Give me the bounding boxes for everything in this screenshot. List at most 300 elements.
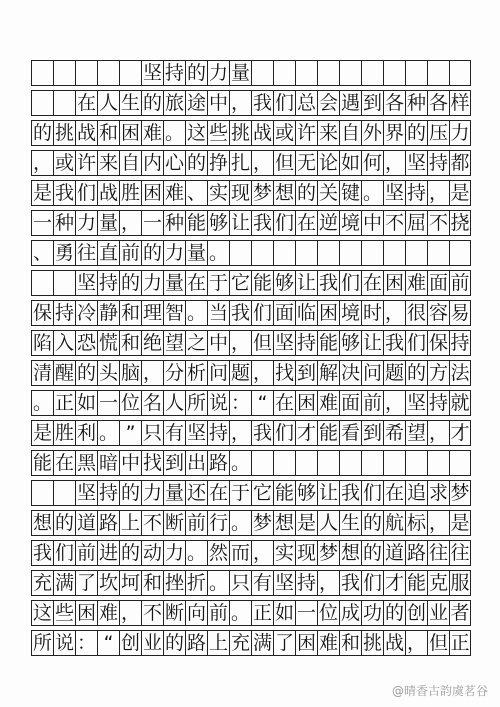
grid-row [31, 120, 471, 146]
essay-char: 心 [163, 150, 185, 176]
essay-char: 保 [427, 330, 449, 356]
essay-char: 和 [339, 630, 361, 656]
grid-cell [449, 240, 471, 266]
grid-cell [31, 270, 53, 296]
grid-cell [449, 450, 471, 476]
grid-row [31, 180, 471, 206]
essay-char: 暗 [97, 450, 119, 476]
essay-char: 坚 [273, 330, 295, 356]
essay-char: 能 [317, 420, 339, 446]
essay-char: 我 [251, 210, 273, 236]
essay-char: 入 [53, 330, 75, 356]
grid-row [31, 330, 471, 356]
essay-char: 于 [229, 480, 251, 506]
essay-char: 来 [97, 150, 119, 176]
grid-cell [273, 240, 295, 266]
essay-char: 想 [31, 510, 53, 536]
essay-char: 都 [449, 150, 471, 176]
grid-cell [119, 60, 141, 86]
grid-row [31, 390, 471, 416]
essay-char: 如 [273, 600, 295, 626]
essay-char: 持 [405, 180, 427, 206]
essay-char: 的 [405, 360, 427, 386]
essay-char: 在 [295, 210, 317, 236]
essay-char: 战 [75, 120, 97, 146]
essay-char: 希 [383, 420, 405, 446]
essay-char: 坚 [75, 480, 97, 506]
essay-char: 的 [53, 510, 75, 536]
essay-char: ， [31, 150, 53, 176]
essay-char: 量 [163, 270, 185, 296]
essay-char: 样 [449, 90, 471, 116]
essay-char: 够 [339, 330, 361, 356]
essay-char: 们 [339, 270, 361, 296]
essay-char: ， [119, 600, 141, 626]
essay-char: 有 [163, 420, 185, 446]
essay-char: 路 [185, 630, 207, 656]
essay-char: 许 [295, 120, 317, 146]
essay-char: 挑 [361, 630, 383, 656]
essay-char: 上 [207, 630, 229, 656]
grid-row [31, 420, 471, 446]
essay-char: 关 [317, 180, 339, 206]
essay-char: 难 [405, 270, 427, 296]
essay-char: 功 [361, 600, 383, 626]
essay-char: 题 [383, 360, 405, 386]
grid-row [31, 600, 471, 626]
grid-row [31, 510, 471, 536]
essay-char: 困 [383, 270, 405, 296]
essay-char: 扎 [229, 150, 251, 176]
essay-char: 的 [141, 90, 163, 116]
essay-char: 外 [361, 120, 383, 146]
essay-char: 分 [163, 360, 185, 386]
essay-char: 逆 [317, 210, 339, 236]
essay-char: 当 [207, 300, 229, 326]
essay-char: 梦 [317, 540, 339, 566]
grid-cell [251, 240, 273, 266]
essay-char: 不 [383, 210, 405, 236]
essay-char: 现 [229, 180, 251, 206]
essay-char: 决 [339, 360, 361, 386]
essay-char: 我 [383, 330, 405, 356]
essay-char: 难 [141, 120, 163, 146]
essay-char: 往 [75, 240, 97, 266]
essay-char: ， [229, 420, 251, 446]
essay-char: ， [251, 540, 273, 566]
essay-char: 遇 [339, 90, 361, 116]
essay-char: ， [251, 360, 273, 386]
essay-char: 们 [273, 90, 295, 116]
essay-char: 易 [449, 300, 471, 326]
grid-cell [317, 450, 339, 476]
essay-char: 我 [251, 90, 273, 116]
grid-row [31, 540, 471, 566]
essay-char: 的 [141, 240, 163, 266]
grid-row [31, 480, 471, 506]
grid-cell [53, 90, 75, 116]
essay-char: 实 [273, 540, 295, 566]
essay-char: ， [427, 420, 449, 446]
title-char: 的 [185, 60, 207, 86]
grid-row [31, 450, 471, 476]
grid-row [31, 360, 471, 386]
essay-char: 持 [427, 150, 449, 176]
essay-char: 持 [295, 570, 317, 596]
essay-char: 容 [427, 300, 449, 326]
essay-char: 。 [361, 180, 383, 206]
essay-char: 求 [427, 480, 449, 506]
essay-char: 持 [449, 330, 471, 356]
grid-cell [53, 60, 75, 86]
essay-char: 问 [207, 360, 229, 386]
essay-char: 们 [405, 330, 427, 356]
essay-char: 胜 [119, 180, 141, 206]
essay-char: 追 [405, 480, 427, 506]
grid-cell [339, 450, 361, 476]
essay-char: 成 [339, 600, 361, 626]
essay-char: 何 [361, 150, 383, 176]
grid-cell [383, 240, 405, 266]
essay-char: 上 [119, 510, 141, 536]
essay-char: 能 [273, 480, 295, 506]
essay-char: 让 [229, 210, 251, 236]
grid-row [31, 630, 471, 656]
essay-char: ， [317, 570, 339, 596]
essay-char: 种 [405, 90, 427, 116]
essay-char: 断 [163, 510, 185, 536]
essay-char: 种 [53, 210, 75, 236]
grid-row [31, 270, 471, 296]
grid-cell [405, 240, 427, 266]
essay-char: 我 [339, 570, 361, 596]
essay-char: 绝 [141, 330, 163, 356]
essay-char: 挣 [207, 150, 229, 176]
essay-char: 在 [207, 480, 229, 506]
essay-char: 满 [53, 570, 75, 596]
essay-char: 难 [317, 390, 339, 416]
essay-char: 不 [427, 210, 449, 236]
essay-char: 临 [295, 300, 317, 326]
essay-char: 前 [449, 270, 471, 296]
essay-char: 才 [295, 420, 317, 446]
essay-char: ， [427, 510, 449, 536]
essay-char: 和 [97, 120, 119, 146]
essay-char: 静 [97, 300, 119, 326]
essay-char: 持 [97, 270, 119, 296]
essay-char: 是 [449, 510, 471, 536]
essay-char: 如 [75, 390, 97, 416]
essay-char: 想 [273, 180, 295, 206]
essay-char: 力 [141, 480, 163, 506]
essay-char: 的 [119, 540, 141, 566]
grid-cell [317, 60, 339, 86]
essay-char: 一 [141, 210, 163, 236]
essay-char: 解 [317, 360, 339, 386]
essay-char: 面 [273, 300, 295, 326]
essay-char: 只 [229, 570, 251, 596]
essay-char: 或 [273, 120, 295, 146]
essay-char: 勇 [53, 240, 75, 266]
essay-char: 。 [229, 450, 251, 476]
essay-char: 能 [185, 210, 207, 236]
essay-char: 旅 [163, 90, 185, 116]
essay-char: ” [119, 420, 141, 446]
grid-cell [427, 60, 449, 86]
essay-char: 坚 [75, 270, 97, 296]
essay-char: 它 [229, 270, 251, 296]
essay-char: 中 [207, 330, 229, 356]
essay-char: 在 [273, 390, 295, 416]
essay-char: 不 [141, 510, 163, 536]
essay-char: 正 [449, 630, 471, 656]
essay-char: 挫 [163, 570, 185, 596]
title-row [31, 60, 471, 86]
essay-char: 坷 [119, 570, 141, 596]
essay-char: 还 [185, 480, 207, 506]
essay-char: 在 [185, 270, 207, 296]
essay-char: ： [229, 390, 251, 416]
grid-row [31, 90, 471, 116]
essay-char: 论 [317, 150, 339, 176]
grid-cell [273, 60, 295, 86]
essay-char: 但 [251, 330, 273, 356]
essay-char: ， [229, 90, 251, 116]
essay-char: 总 [295, 90, 317, 116]
essay-char: 出 [185, 450, 207, 476]
essay-char: 一 [31, 210, 53, 236]
essay-char: 路 [207, 450, 229, 476]
grid-cell [339, 60, 361, 86]
essay-char: 路 [405, 540, 427, 566]
essay-char: 析 [185, 360, 207, 386]
essay-char: 人 [97, 90, 119, 116]
essay-char: 压 [427, 120, 449, 146]
essay-char: 境 [339, 300, 361, 326]
essay-char: 困 [119, 120, 141, 146]
essay-char: 力 [141, 270, 163, 296]
essay-char: 的 [361, 540, 383, 566]
essay-char: 挑 [53, 120, 75, 146]
essay-char: 在 [75, 90, 97, 116]
essay-char: 很 [405, 300, 427, 326]
essay-char: 些 [53, 600, 75, 626]
essay-char: 往 [449, 540, 471, 566]
essay-char: 只 [141, 420, 163, 446]
essay-char: 、 [185, 180, 207, 206]
essay-char: 力 [163, 540, 185, 566]
essay-char: 力 [75, 210, 97, 236]
essay-char: 、 [31, 240, 53, 266]
essay-char: 了 [75, 570, 97, 596]
essay-char: 生 [119, 90, 141, 116]
essay-char: 种 [163, 210, 185, 236]
essay-char: 让 [361, 330, 383, 356]
essay-char: 坚 [405, 390, 427, 416]
essay-char: 来 [317, 120, 339, 146]
essay-char: 量 [163, 480, 185, 506]
essay-char: 的 [31, 120, 53, 146]
essay-char: 许 [75, 150, 97, 176]
essay-char: 们 [53, 540, 75, 566]
essay-char: 到 [361, 420, 383, 446]
essay-char: 进 [97, 540, 119, 566]
essay-char: 中 [119, 450, 141, 476]
essay-char: 实 [207, 180, 229, 206]
essay-char: 创 [405, 600, 427, 626]
essay-char: 断 [163, 600, 185, 626]
essay-char: ， [405, 630, 427, 656]
essay-char: 梦 [251, 180, 273, 206]
essay-char: 正 [251, 600, 273, 626]
essay-char: 能 [405, 570, 427, 596]
essay-char: 路 [97, 510, 119, 536]
grid-cell [251, 60, 273, 86]
grid-cell [339, 240, 361, 266]
essay-char: 的 [295, 180, 317, 206]
essay-char: 的 [119, 270, 141, 296]
essay-char: 。 [229, 510, 251, 536]
essay-char: 。 [185, 540, 207, 566]
essay-char: 们 [361, 570, 383, 596]
essay-char: 的 [383, 600, 405, 626]
grid-cell [251, 450, 273, 476]
grid-cell [383, 450, 405, 476]
essay-char: 内 [141, 150, 163, 176]
essay-char: 面 [339, 390, 361, 416]
grid-cell [405, 60, 427, 86]
essay-char: 业 [141, 630, 163, 656]
essay-char: 直 [97, 240, 119, 266]
essay-char: 满 [251, 630, 273, 656]
essay-char: 。 [207, 240, 229, 266]
essay-char: 困 [295, 630, 317, 656]
essay-char: 或 [53, 150, 75, 176]
essay-char: 这 [185, 120, 207, 146]
essay-char: 方 [427, 360, 449, 386]
essay-char: 找 [273, 360, 295, 386]
essay-char: 往 [427, 540, 449, 566]
essay-char: 恐 [75, 330, 97, 356]
grid-row [31, 570, 471, 596]
essay-char: 自 [339, 120, 361, 146]
grid-cell [53, 480, 75, 506]
essay-char: 时 [361, 300, 383, 326]
title-char: 坚 [141, 60, 163, 86]
essay-char: 们 [75, 180, 97, 206]
grid-cell [361, 60, 383, 86]
essay-char: 我 [53, 180, 75, 206]
essay-char: 头 [97, 360, 119, 386]
essay-char: 战 [383, 630, 405, 656]
grid-cell [97, 60, 119, 86]
essay-char: 之 [185, 330, 207, 356]
essay-char: 困 [75, 600, 97, 626]
essay-char: 服 [449, 570, 471, 596]
essay-char: 各 [427, 90, 449, 116]
essay-char: 无 [295, 150, 317, 176]
grid-cell [295, 60, 317, 86]
essay-char: 够 [273, 270, 295, 296]
essay-char: 动 [141, 540, 163, 566]
essay-char: 会 [317, 90, 339, 116]
essay-char: 些 [207, 120, 229, 146]
essay-char: 生 [339, 510, 361, 536]
essay-char: 到 [163, 450, 185, 476]
essay-char: 梦 [449, 480, 471, 506]
essay-char: 量 [185, 240, 207, 266]
essay-char: 冷 [75, 300, 97, 326]
grid-cell [31, 60, 53, 86]
essay-char: 前 [119, 240, 141, 266]
essay-char: 境 [339, 210, 361, 236]
grid-cell [361, 450, 383, 476]
essay-char: 。 [207, 570, 229, 596]
essay-char: “ [97, 630, 119, 656]
essay-char: 让 [295, 270, 317, 296]
essay-char: 是 [295, 510, 317, 536]
essay-char: 我 [229, 300, 251, 326]
essay-char: ， [383, 300, 405, 326]
essay-char: 这 [31, 600, 53, 626]
essay-char: ， [383, 150, 405, 176]
essay-char: 。 [185, 300, 207, 326]
essay-char: 和 [119, 330, 141, 356]
essay-char: 们 [251, 300, 273, 326]
essay-char: 持 [53, 300, 75, 326]
essay-char: 中 [207, 90, 229, 116]
essay-char: 利 [75, 420, 97, 446]
grid-cell [383, 60, 405, 86]
title-char: 力 [207, 60, 229, 86]
essay-char: 够 [295, 480, 317, 506]
essay-char: 如 [339, 150, 361, 176]
essay-char: 它 [251, 480, 273, 506]
essay-char: 才 [383, 570, 405, 596]
essay-char: 就 [449, 390, 471, 416]
essay-char: 有 [251, 570, 273, 596]
essay-char: 我 [251, 420, 273, 446]
essay-char: 难 [317, 630, 339, 656]
essay-char: 人 [317, 510, 339, 536]
essay-char: 但 [273, 150, 295, 176]
essay-char: 问 [361, 360, 383, 386]
essay-char: ， [251, 150, 273, 176]
essay-char: 的 [75, 360, 97, 386]
essay-char: 克 [427, 570, 449, 596]
essay-char: 前 [361, 390, 383, 416]
essay-char: 望 [405, 420, 427, 446]
essay-char: 。 [163, 120, 185, 146]
essay-char: ： [75, 630, 97, 656]
essay-char: 保 [31, 300, 53, 326]
grid-row [31, 240, 471, 266]
essay-char: 道 [75, 510, 97, 536]
grid-row [31, 300, 471, 326]
essay-char: 的 [361, 510, 383, 536]
essay-char: 说 [53, 630, 75, 656]
essay-char: 坚 [273, 570, 295, 596]
essay-char: 们 [273, 210, 295, 236]
essay-char: 者 [449, 600, 471, 626]
essay-char: 望 [163, 330, 185, 356]
essay-char: 持 [207, 420, 229, 446]
essay-char: ， [383, 390, 405, 416]
essay-char: 我 [339, 480, 361, 506]
essay-char: 我 [31, 540, 53, 566]
essay-char: 名 [141, 390, 163, 416]
essay-char: 的 [119, 480, 141, 506]
